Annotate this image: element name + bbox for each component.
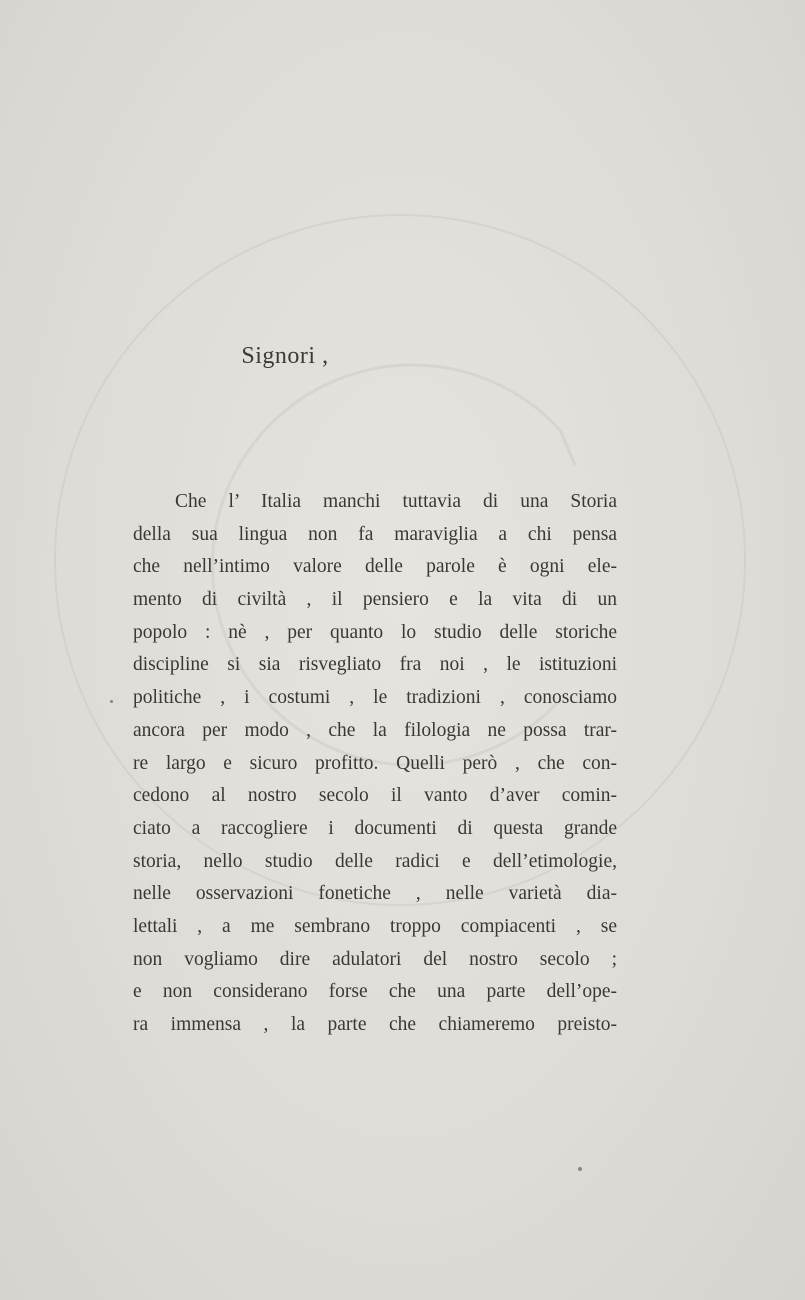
salutation-heading: Signori , — [241, 343, 329, 369]
text-line: non vogliamo dire adulatori del nostro secolo ; — [133, 948, 617, 970]
text-line: ciato a raccogliere i documenti di questa grande — [133, 817, 617, 839]
text-line: nelle osservazioni fonetiche , nelle varietà dia- — [133, 883, 617, 905]
text-line: Che l’ Italia manchi tuttavia di una Storia — [175, 491, 617, 512]
text-line: ra immensa , la parte che chiameremo preisto- — [133, 1014, 617, 1035]
text-line: cedono al nostro secolo il vanto d’aver comin- — [133, 785, 617, 807]
paragraph — [133, 486, 617, 1042]
text-line: della sua lingua non fa maraviglia a chi pensa — [133, 523, 617, 545]
text-line: che nell’intimo valore delle parole è ogni ele- — [133, 556, 617, 578]
text-line: ancora per modo , che la filologia ne possa trar- — [133, 719, 617, 741]
text-line: e non considerano forse che una parte dell’ope- — [133, 981, 617, 1003]
text-line: storia, nello studio delle radici e dell’etimologie, — [133, 850, 617, 872]
paper-speck — [578, 1167, 582, 1171]
paper-speck — [110, 700, 113, 703]
text-line: discipline si sia risvegliato fra noi , le istituzioni — [133, 654, 617, 676]
text-line: popolo : nè , per quanto lo studio delle storiche — [133, 621, 617, 643]
text-line: lettali , a me sembrano troppo compiacenti , se — [133, 915, 617, 937]
text-line: politiche , i costumi , le tradizioni , conosciamo — [133, 687, 617, 709]
text-line: re largo e sicuro profitto. Quelli però , che con- — [133, 752, 617, 774]
text-line: mento di civiltà , il pensiero e la vita di un — [133, 589, 617, 611]
